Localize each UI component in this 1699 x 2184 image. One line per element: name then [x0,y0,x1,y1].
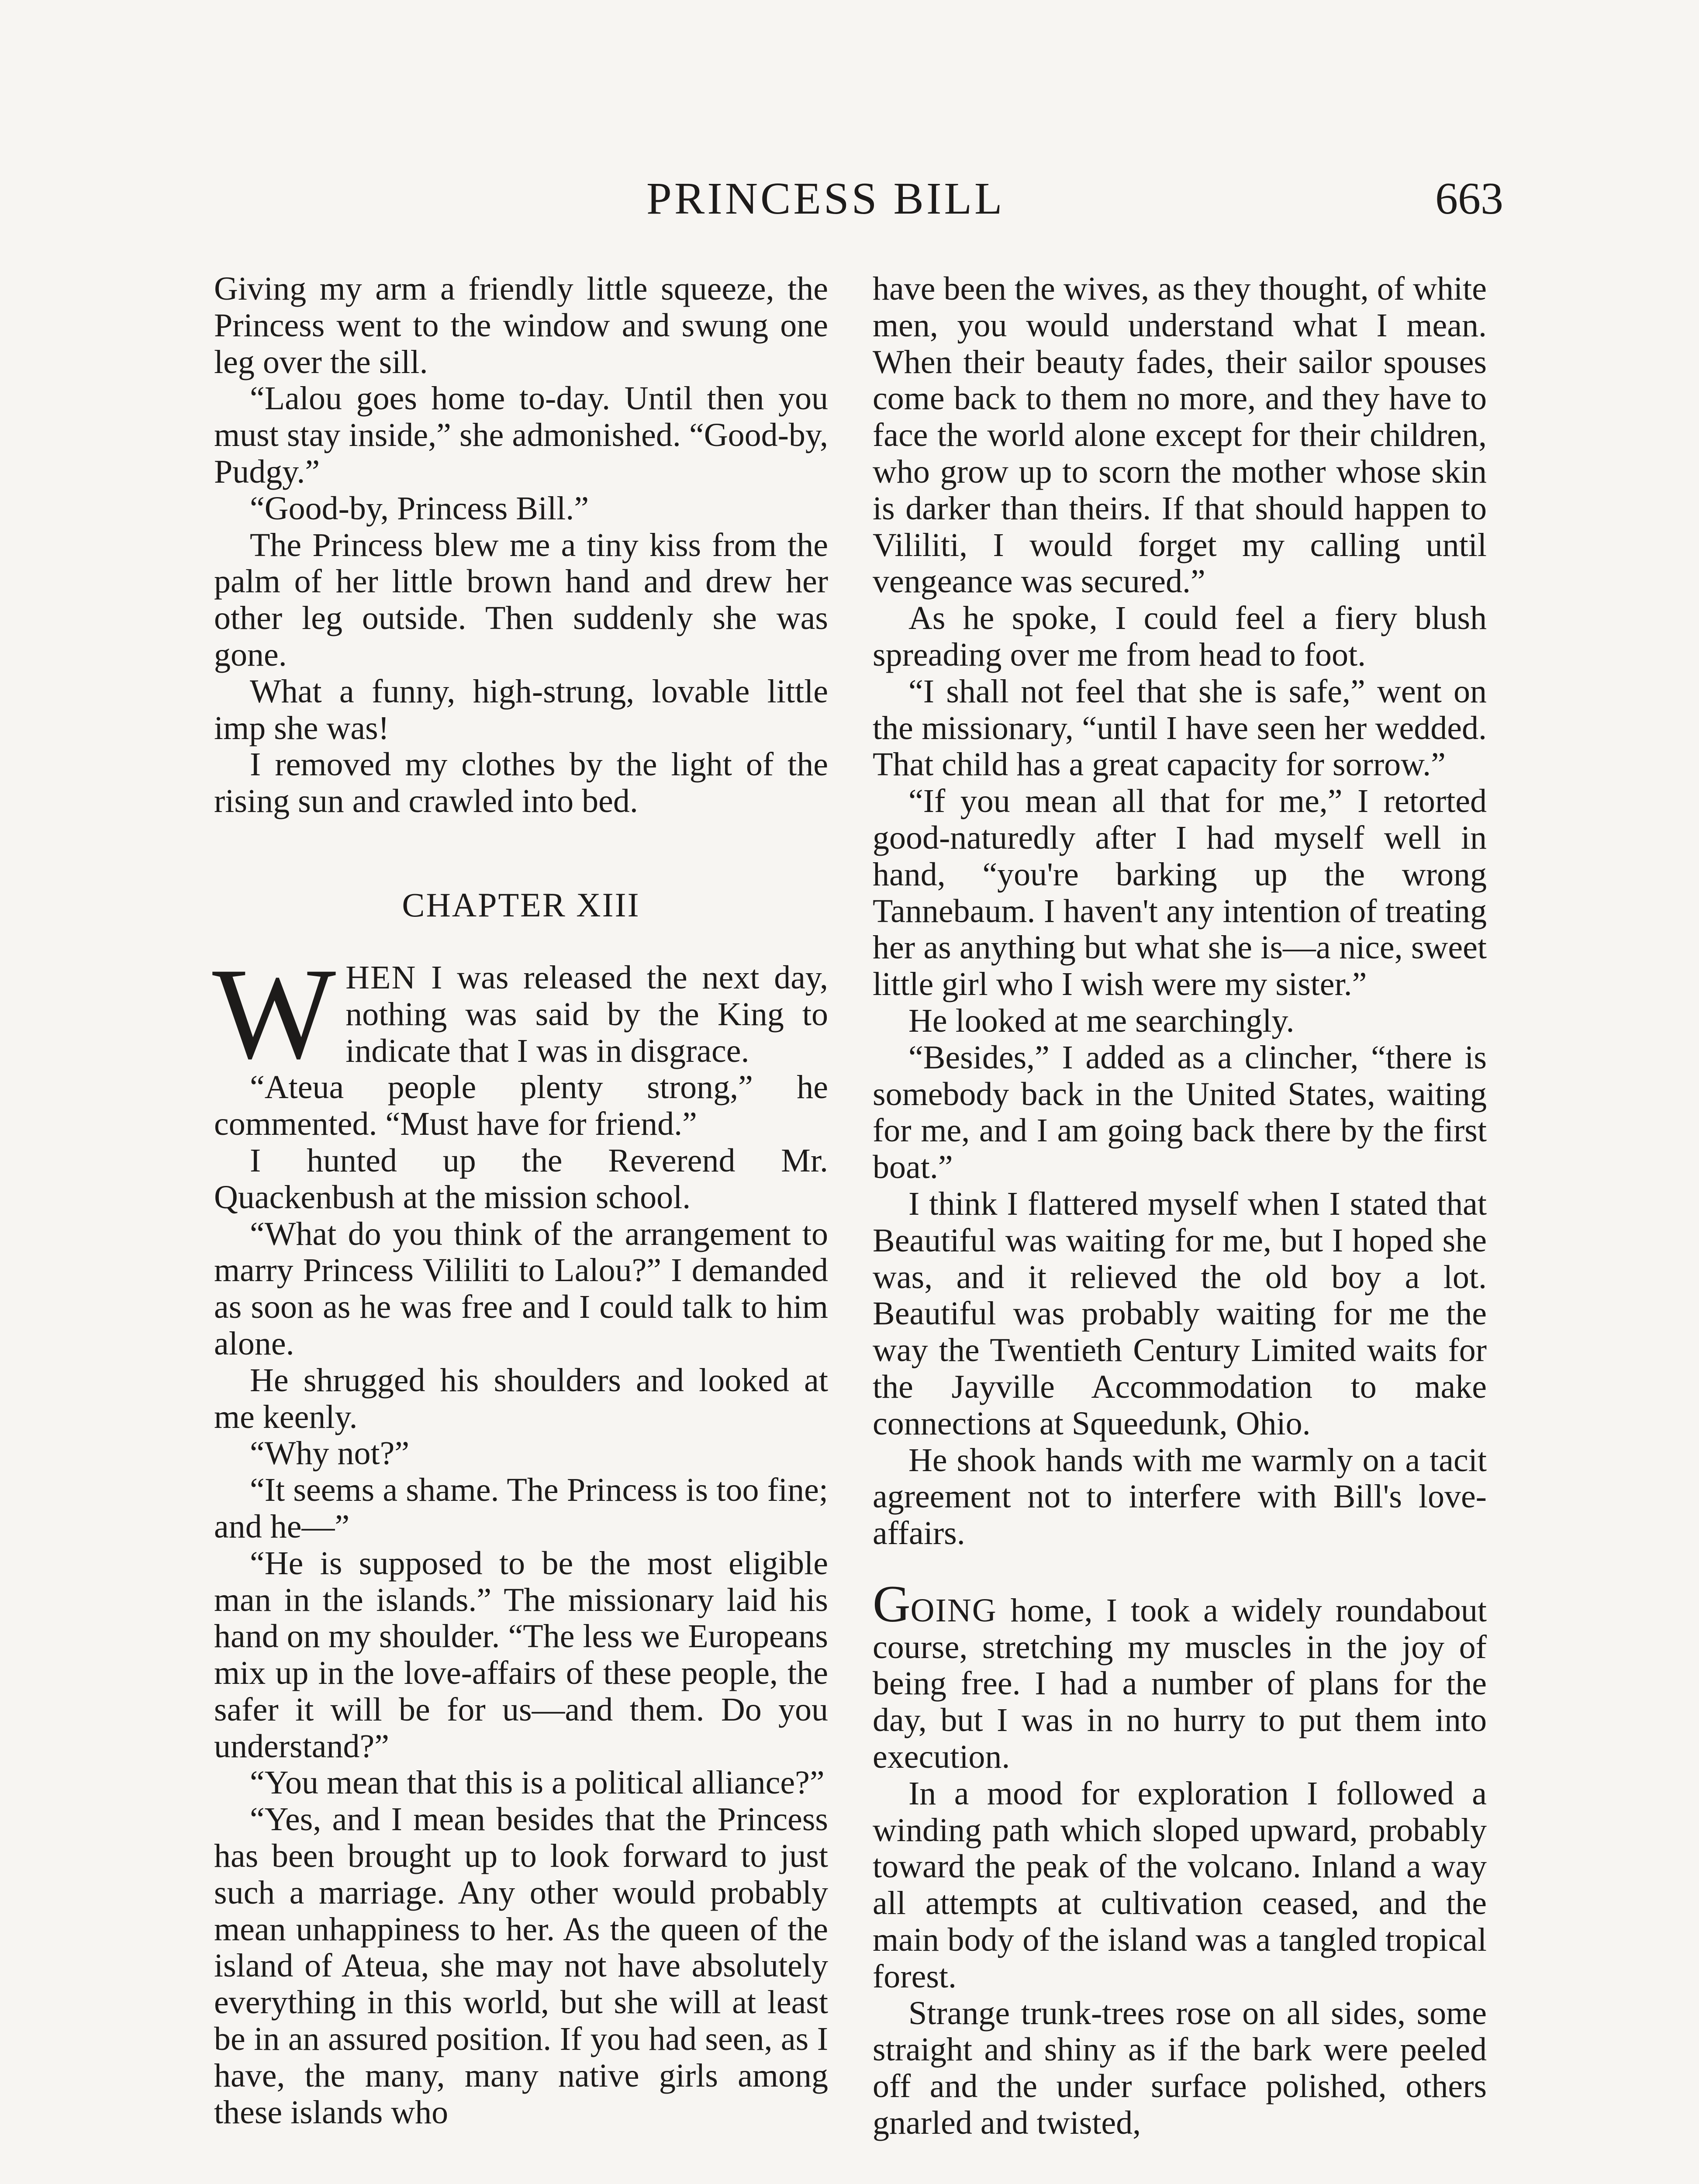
paragraph: “Lalou goes home to-day. Until then you must stay inside,” she admonished. “Good-by, Pudgy.” [214,380,828,490]
chapter-opening-paragraph [212,940,828,1086]
drop-cap: W [212,940,336,1086]
paragraph: He shrugged his shoulders and looked at me keenly. [214,1362,828,1435]
right-column [873,271,1487,2142]
paragraph: What a funny, high-strung, lovable little imp she was! [214,673,828,746]
paragraph: “He is supposed to be the most eligible man in the islands.” The missionary laid his hand on my shoulder. “The less we Europeans mix up in the love-affairs of these people, the safer it will be for us—and them. Do you understand?” [214,1545,828,1765]
opening-word: OING [910,1592,997,1629]
running-title: PRINCESS BILL [646,173,1005,224]
paragraph: “What do you think of the arrangement to marry Princess Vililiti to Lalou?” I demanded as soon as he was free and I could talk to him alone. [214,1215,828,1362]
paragraph: “You mean that this is a political alliance?” [250,1764,825,1801]
opening-text: home, I took a widely roundabout course, stretching my muscles in the joy of being free. I had a number of plans for the day, but I was in no hurry to put them into execution. [873,1592,1487,1776]
paragraph: I think I flattered myself when I stated that Beautiful was waiting for me, but I hoped she was, and it relieved the old boy a lot. Beautiful was probably waiting for me the way the Twentieth Century Limited waits for the Jayville Accommodation to make connections at Squeedunk, Ohio. [873,1185,1487,1442]
paragraph: “It seems a shame. The Princess is too fine; and he—” [214,1472,828,1545]
left-column [214,271,828,2131]
section-opening-paragraph [873,1574,1487,1776]
paragraph: The Princess blew me a tiny kiss from the palm of her little brown hand and drew her other leg outside. Then suddenly she was gone. [214,526,828,673]
paragraph: In a mood for exploration I followed a winding path which sloped upward, probably toward the peak of the volcano. Inland a way all attempts at cultivation ceased, and the main body of the island was a tangled tropical forest. [873,1775,1487,1995]
chapter-heading: CHAPTER XIII [402,885,640,924]
paragraph: I hunted up the Reverend Mr. Quackenbush at the mission school. [214,1142,828,1216]
paragraph: “Yes, and I mean besides that the Princess has been brought up to look forward to just such a marriage. Any other would probably mean unhappiness to her. As the queen of the island of Ateua, she may not have absolutely everything in this world, but she will at least be in an assured position. If you had seen, as I have, the many, many native girls among these islands who [214,1801,828,2131]
paragraph: I removed my clothes by the light of the rising sun and crawled into bed. [214,746,828,820]
page-number: 663 [1435,173,1503,224]
paragraph: He looked at me searchingly. [908,1002,1295,1039]
paragraph: “Why not?” [250,1435,410,1472]
paragraph: have been the wives, as they thought, of white men, you would understand what I mean. When their beauty fades, their sailor spouses come back to them no more, and they have to face the world alone except for their children, who grow up to scorn the mother whose skin is darker than theirs. If that should happen to Vililiti, I would forget my calling until vengeance was secured.” [873,270,1487,600]
paragraph: “Ateua people plenty strong,” he commented. “Must have for friend.” [214,1069,828,1143]
initial-letter: G [873,1574,911,1633]
opening-text: I was released the next day, nothing was said by the King to indicate that I was in disgrace. [345,959,828,1069]
paragraph: He shook hands with me warmly on a tacit agreement not to interfere with Bill's love-affairs. [873,1441,1487,1552]
paragraph: “Besides,” I added as a clincher, “there is somebody back in the United States, waiting for me, and I am going back there by the first boat.” [873,1039,1487,1186]
section-break [873,1552,1487,1589]
paragraph: Giving my arm a friendly little squeeze, the Princess went to the window and swung one leg over the sill. [214,270,828,380]
paragraph: “I shall not feel that she is safe,” went on the missionary, “until I have seen her wedded. That child has a great capacity for sorrow.” [873,673,1487,783]
opening-word: HEN [345,959,417,996]
paragraph: “Good-by, Princess Bill.” [250,490,589,527]
paragraph: As he spoke, I could feel a fiery blush spreading over me from head to foot. [873,600,1487,673]
paragraph: “If you mean all that for me,” I retorted good-naturedly after I had myself well in hand, “you're barking up the wrong Tannebaum. I haven't any intention of treating her as anything but what she is—a nice, sweet little girl who I wish were my sister.” [873,783,1487,1003]
paragraph: Strange trunk-trees rose on all sides, some straight and shiny as if the bark were peeled off and the under surface polished, others gnarled and twisted, [873,1994,1487,2142]
